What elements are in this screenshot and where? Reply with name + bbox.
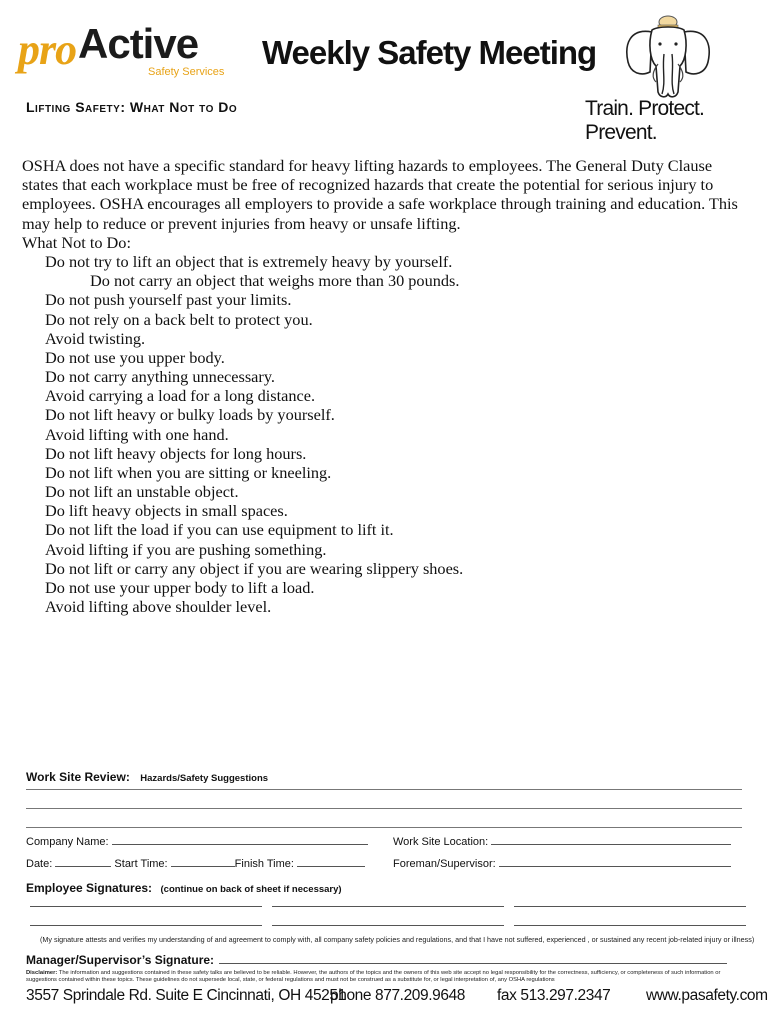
employee-signature-line[interactable] (272, 925, 504, 926)
employee-signature-line[interactable] (272, 906, 504, 907)
work-site-location-label: Work Site Location: (393, 836, 489, 848)
footer-website[interactable]: www.pasafety.com (646, 987, 768, 1004)
list-item: Do not use your upper body to lift a load. (45, 577, 315, 597)
list-item: Do not carry an object that weighs more than 30 pounds. (90, 271, 460, 291)
list-heading: What Not to Do: (22, 233, 131, 252)
hazards-label: Hazards/Safety Suggestions (140, 773, 269, 784)
company-name-field[interactable] (26, 835, 368, 848)
list-item: Do not lift when you are sitting or kneeling. (45, 462, 332, 482)
finish-time-input[interactable] (297, 857, 365, 867)
list-item: Do not carry anything unnecessary. (45, 367, 275, 387)
elephant-mascot-icon (622, 14, 714, 100)
date-time-fields (26, 857, 365, 870)
list-item: Do not lift heavy or bulky loads by yourself. (45, 405, 335, 425)
foreman-field[interactable] (393, 857, 731, 870)
list-item: Do not push yourself past your limits. (45, 290, 292, 310)
employee-signature-line[interactable] (30, 906, 262, 907)
list-item: Avoid lifting with one hand. (45, 424, 229, 444)
work-site-review-header (26, 768, 268, 786)
disclaimer-text: The information and suggestions contained in these safety talks are believed to be reliable. However, the authors of the topics and the owners of this web site accept no legal responsibility for the correctness, sufficiency, or completeness of such information or suggestions contained within these topics. These guidelines do not supersede local, state, or federal regulations and must not be construed as a substitute for, or legal interpretation of, any OSHA regulations (26, 970, 721, 983)
tagline: Train. Protect. Prevent. (585, 97, 705, 144)
list-item: Do not rely on a back belt to protect you. (45, 309, 313, 329)
company-logo (18, 22, 233, 86)
manager-signature-label: Manager/Supervisor’s Signature: (26, 953, 215, 967)
work-site-location-input[interactable] (491, 835, 731, 845)
foreman-label: Foreman/Supervisor: (393, 858, 496, 870)
list-item: Do not use you upper body. (45, 347, 225, 367)
list-item: Avoid lifting if you are pushing something. (45, 539, 327, 559)
employee-signatures-label: Employee Signatures: (26, 881, 153, 895)
work-site-location-field[interactable] (393, 835, 731, 848)
company-name-input[interactable] (112, 835, 368, 845)
footer-phone: phone 877.209.9648 (330, 987, 466, 1004)
employee-signature-line[interactable] (514, 925, 746, 926)
employee-signature-line[interactable] (30, 925, 262, 926)
list-item: Avoid lifting above shoulder level. (45, 596, 272, 616)
intro-paragraph (22, 156, 752, 233)
disclaimer-label: Disclaimer: (26, 970, 58, 976)
list-item: Avoid carrying a load for a long distance. (45, 386, 316, 406)
page-title: Weekly Safety Meeting (262, 34, 597, 71)
list-item: Do not lift the load if you can use equipment to lift it. (45, 520, 394, 540)
finish-time-label: Finish Time: (234, 858, 294, 870)
footer-address: 3557 Sprindale Rd. Suite E Cincinnati, OH 45251 (26, 987, 346, 1004)
continue-note: (continue on back of sheet if necessary) (160, 884, 342, 895)
attestation-note: (My signature attests and verifies my understanding of and agreement to comply with, all company safety policies and regulations, and that I have not suffered, experienced , or sustained any recent job-related injury or illness) (40, 935, 755, 944)
foreman-input[interactable] (499, 857, 731, 867)
intro-text: OSHA does not have a specific standard for heavy lifting hazards to employees. The General Duty Clause states that each workplace must be free of recognized hazards that create the potential for serious injury to employees. OSHA encourages all employers to provide a safe workplace through training and education. This may help to reduce or prevent injuries from heavy or unsafe lifting. (22, 156, 738, 233)
list-item: Do not try to lift an object that is extremely heavy by yourself. (45, 252, 453, 272)
list-item: Do lift heavy objects in small spaces. (45, 501, 288, 521)
disclaimer (26, 970, 740, 984)
logo-pro-text: pro (18, 25, 77, 74)
list-item: Do not lift heavy objects for long hours. (45, 443, 307, 463)
start-time-input[interactable] (171, 857, 235, 867)
manager-signature-input[interactable] (219, 953, 727, 964)
review-line-2[interactable] (26, 808, 742, 809)
employee-signatures-header (26, 879, 342, 897)
date-input[interactable] (55, 857, 111, 867)
employee-signature-line[interactable] (514, 906, 746, 907)
list-item: Do not lift an unstable object. (45, 482, 239, 502)
review-line-3[interactable] (26, 827, 742, 828)
logo-subtitle: Safety Services (148, 66, 225, 78)
company-name-label: Company Name: (26, 836, 109, 848)
what-not-to-do-list (22, 233, 752, 616)
review-line-1[interactable] (26, 789, 742, 790)
list-item: Do not lift or carry any object if you are wearing slippery shoes. (45, 558, 464, 578)
list-item: Avoid twisting. (45, 328, 146, 348)
work-site-review-label: Work Site Review: (26, 770, 130, 784)
manager-signature-field[interactable] (26, 951, 727, 969)
topic-heading: Lifting Safety: What Not to Do (26, 99, 238, 115)
date-label: Date: (26, 858, 53, 870)
start-time-label: Start Time: (114, 858, 168, 870)
logo-active-text: Active (78, 20, 199, 67)
footer-fax: fax 513.297.2347 (497, 987, 611, 1004)
